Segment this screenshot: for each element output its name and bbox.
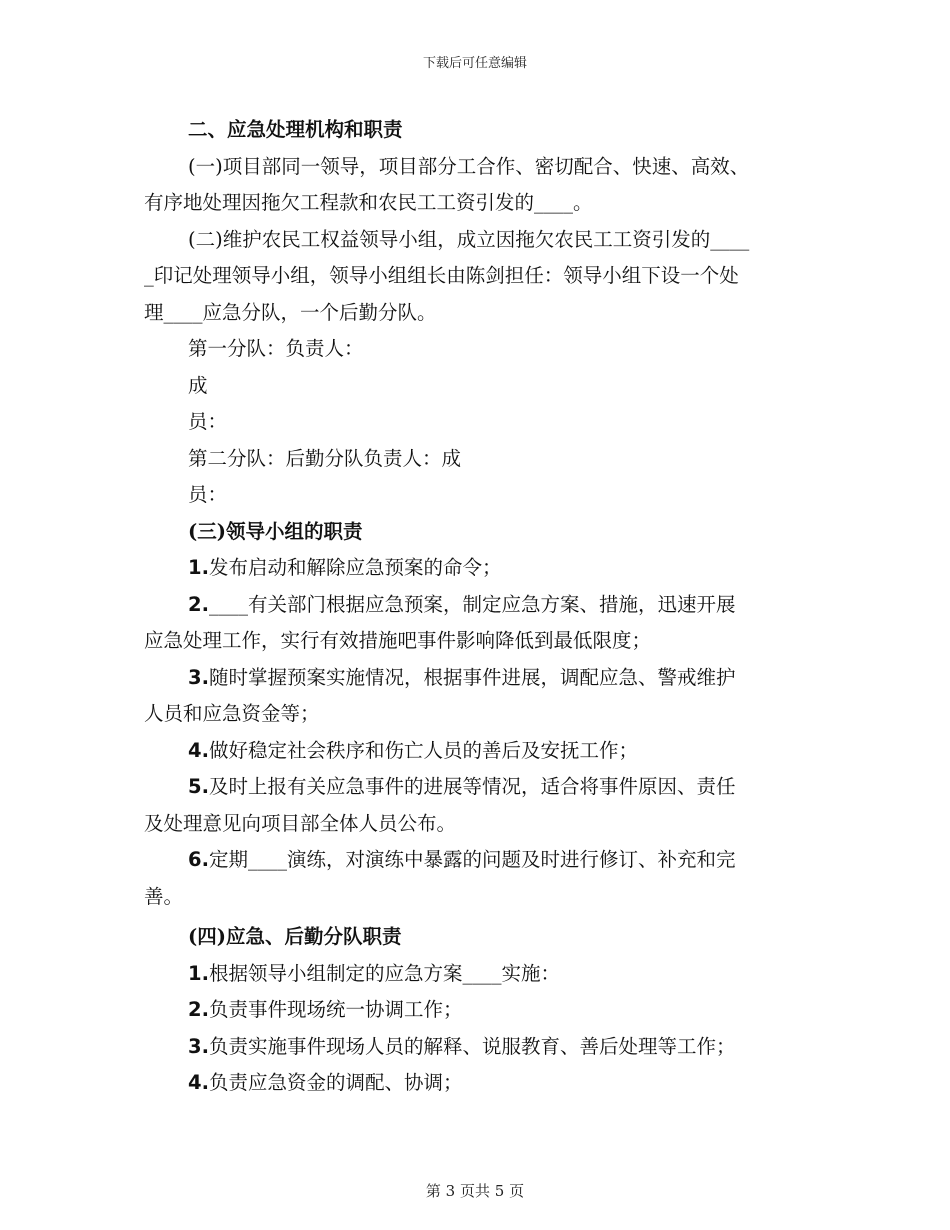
duty-item-1: [144, 550, 804, 587]
subsection-4-title: (四)应急、后勤分队职责: [188, 925, 402, 948]
team-1-leader: 第一分队：负责人：: [188, 337, 364, 360]
list-number: 6.: [188, 848, 209, 871]
paragraph-2-line-2: _印记处理领导小组，领导小组组长由陈剑担任：领导小组下设一个处: [144, 264, 739, 287]
team-1-members-label-a: 成: [188, 373, 208, 397]
team-duty-item-4: [144, 1065, 804, 1102]
list-text: 随时掌握预案实施情况，根据事件进展，调配应急、警戒维护: [208, 665, 736, 689]
duty-item-2-cont: 应急处理工作，实行有效措施吧事件影响降低到最低限度；: [144, 629, 652, 652]
list-text: 发布启动和解除应急预案的命令；: [208, 556, 502, 579]
paragraph-1-line-2: 有序地处理因拖欠工程款和农民工工资引发的____。: [144, 191, 593, 214]
list-text: 做好稳定社会秩序和伤亡人员的善后及安抚工作；: [208, 738, 638, 762]
list-number: 3.: [188, 1034, 209, 1058]
paragraph-1-line-1: (一)项目部同一领导，项目部分工合作、密切配合、快速、高效、: [188, 154, 750, 178]
list-number: 4.: [188, 1071, 209, 1094]
list-text: 负责事件现场统一协调工作；: [208, 998, 463, 1021]
list-number: 3.: [188, 665, 209, 689]
section-title: 二、应急处理机构和职责: [188, 118, 403, 141]
list-number: 1.: [188, 961, 209, 985]
list-number: 5.: [188, 775, 209, 798]
document-body: [144, 112, 804, 1102]
duty-item-3: [144, 660, 804, 697]
page-header: 下载后可任意编辑: [422, 56, 527, 71]
team-2-leader: 第二分队：后勤分队负责人：成: [188, 446, 462, 470]
duty-item-2: [144, 587, 804, 624]
team-duty-item-1: [144, 956, 804, 993]
list-text: 负责应急资金的调配、协调；: [208, 1071, 463, 1094]
duty-item-6: [144, 842, 804, 879]
list-number: 4.: [188, 738, 209, 762]
list-number: 2.: [188, 998, 209, 1021]
team-duty-item-3: [144, 1029, 804, 1066]
paragraph-2-line-1: (二)维护农民工权益领导小组，成立因拖欠农民工工资引发的____: [188, 227, 750, 251]
duty-item-3-cont: 人员和应急资金等；: [144, 702, 320, 725]
list-text: ____有关部门根据应急预案，制定应急方案、措施，迅速开展: [208, 592, 736, 616]
list-number: 2.: [188, 592, 209, 616]
team-1-members-label-b: 员：: [188, 410, 228, 433]
page-footer: 第 3 页共 5 页: [425, 1182, 525, 1200]
list-text: 及时上报有关应急事件的进展等情况，适合将事件原因、责任: [208, 775, 736, 798]
duty-item-6-cont: 善。: [144, 884, 184, 908]
team-2-members-label: 员：: [188, 483, 228, 506]
duty-item-5-cont: 及处理意见向项目部全体人员公布。: [144, 811, 457, 835]
duty-item-4: [144, 733, 804, 770]
list-text: 根据领导小组制定的应急方案____实施：: [208, 961, 560, 985]
subsection-3-title: (三)领导小组的职责: [188, 519, 363, 543]
list-number: 1.: [188, 556, 209, 579]
list-text: 定期____演练，对演练中暴露的问题及时进行修订、补充和完: [208, 848, 736, 871]
paragraph-2-line-3: 理____应急分队，一个后勤分队。: [144, 300, 437, 324]
list-text: 负责实施事件现场人员的解释、说服教育、善后处理等工作；: [208, 1034, 736, 1058]
team-duty-item-2: [144, 992, 804, 1029]
duty-item-5: [144, 769, 804, 806]
